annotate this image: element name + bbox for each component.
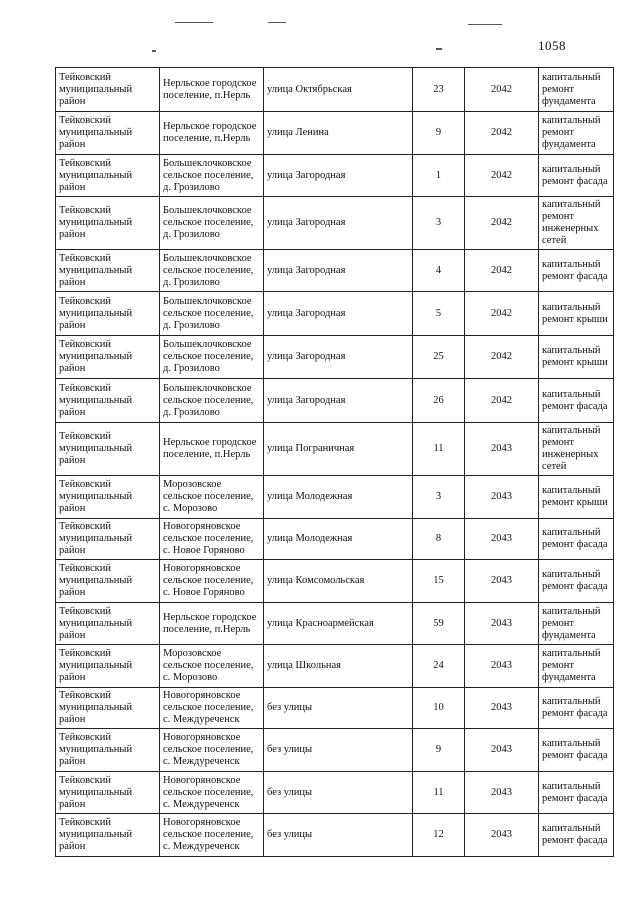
district-cell: Тейковский муниципальный район bbox=[56, 379, 160, 423]
table-row bbox=[56, 155, 614, 197]
year-cell: 2042 bbox=[465, 68, 539, 112]
settlement-cell: Морозовское сельское поселение, с. Морозово bbox=[160, 645, 264, 688]
work-type-cell: капитальный ремонт фасада bbox=[539, 688, 614, 729]
house-number-cell: 11 bbox=[413, 423, 465, 476]
district-cell: Тейковский муниципальный район bbox=[56, 772, 160, 814]
street-cell: без улицы bbox=[264, 688, 413, 729]
registry-body bbox=[56, 68, 614, 857]
table-row bbox=[56, 250, 614, 292]
table-row bbox=[56, 519, 614, 560]
year-cell: 2043 bbox=[465, 729, 539, 772]
street-cell: улица Октябрьская bbox=[264, 68, 413, 112]
house-number-cell: 15 bbox=[413, 560, 465, 603]
work-type-cell: капитальный ремонт фундамента bbox=[539, 645, 614, 688]
street-cell: улица Школьная bbox=[264, 645, 413, 688]
settlement-cell: Нерльское городское поселение, п.Нерль bbox=[160, 112, 264, 155]
table-row bbox=[56, 603, 614, 645]
table-row bbox=[56, 197, 614, 250]
settlement-cell: Морозовское сельское поселение, с. Морозово bbox=[160, 476, 264, 519]
house-number-cell: 4 bbox=[413, 250, 465, 292]
house-number-cell: 1 bbox=[413, 155, 465, 197]
work-type-cell: капитальный ремонт крыши bbox=[539, 292, 614, 336]
work-type-cell: капитальный ремонт фундамента bbox=[539, 603, 614, 645]
district-cell: Тейковский муниципальный район bbox=[56, 688, 160, 729]
settlement-cell: Нерльское городское поселение, п.Нерль bbox=[160, 68, 264, 112]
year-cell: 2042 bbox=[465, 155, 539, 197]
district-cell: Тейковский муниципальный район bbox=[56, 197, 160, 250]
district-cell: Тейковский муниципальный район bbox=[56, 112, 160, 155]
settlement-cell: Новогоряновское сельское поселение, с. Новое Горяново bbox=[160, 519, 264, 560]
year-cell: 2043 bbox=[465, 772, 539, 814]
settlement-cell: Нерльское городское поселение, п.Нерль bbox=[160, 603, 264, 645]
table-row bbox=[56, 645, 614, 688]
settlement-cell: Большеклочковское сельское поселение, д. Грозилово bbox=[160, 250, 264, 292]
scan-speck bbox=[175, 22, 213, 23]
street-cell: улица Красноармейская bbox=[264, 603, 413, 645]
table-row bbox=[56, 292, 614, 336]
district-cell: Тейковский муниципальный район bbox=[56, 603, 160, 645]
street-cell: улица Загородная bbox=[264, 250, 413, 292]
year-cell: 2043 bbox=[465, 423, 539, 476]
table-row bbox=[56, 772, 614, 814]
year-cell: 2043 bbox=[465, 476, 539, 519]
table-row bbox=[56, 423, 614, 476]
year-cell: 2042 bbox=[465, 112, 539, 155]
house-number-cell: 12 bbox=[413, 814, 465, 857]
year-cell: 2043 bbox=[465, 645, 539, 688]
house-number-cell: 25 bbox=[413, 336, 465, 379]
work-type-cell: капитальный ремонт фасада bbox=[539, 379, 614, 423]
table-row bbox=[56, 476, 614, 519]
page-number: 1058 bbox=[538, 38, 566, 53]
scan-speck bbox=[436, 48, 442, 50]
work-type-cell: капитальный ремонт крыши bbox=[539, 336, 614, 379]
street-cell: улица Молодежная bbox=[264, 519, 413, 560]
year-cell: 2043 bbox=[465, 519, 539, 560]
street-cell: улица Пограничная bbox=[264, 423, 413, 476]
district-cell: Тейковский муниципальный район bbox=[56, 645, 160, 688]
street-cell: без улицы bbox=[264, 729, 413, 772]
settlement-cell: Нерльское городское поселение, п.Нерль bbox=[160, 423, 264, 476]
street-cell: без улицы bbox=[264, 772, 413, 814]
house-number-cell: 9 bbox=[413, 729, 465, 772]
house-number-cell: 8 bbox=[413, 519, 465, 560]
street-cell: улица Молодежная bbox=[264, 476, 413, 519]
settlement-cell: Новогоряновское сельское поселение, с. Новое Горяново bbox=[160, 560, 264, 603]
house-number-cell: 3 bbox=[413, 197, 465, 250]
street-cell: улица Загородная bbox=[264, 155, 413, 197]
work-type-cell: капитальный ремонт фасада bbox=[539, 519, 614, 560]
house-number-cell: 3 bbox=[413, 476, 465, 519]
street-cell: улица Загородная bbox=[264, 292, 413, 336]
district-cell: Тейковский муниципальный район bbox=[56, 729, 160, 772]
house-number-cell: 26 bbox=[413, 379, 465, 423]
registry-table bbox=[55, 67, 614, 857]
work-type-cell: капитальный ремонт фундамента bbox=[539, 112, 614, 155]
year-cell: 2043 bbox=[465, 814, 539, 857]
table-row bbox=[56, 560, 614, 603]
year-cell: 2042 bbox=[465, 336, 539, 379]
scan-speck bbox=[152, 50, 156, 52]
house-number-cell: 23 bbox=[413, 68, 465, 112]
scan-speck bbox=[268, 22, 286, 23]
year-cell: 2043 bbox=[465, 560, 539, 603]
house-number-cell: 9 bbox=[413, 112, 465, 155]
settlement-cell: Большеклочковское сельское поселение, д. Грозилово bbox=[160, 379, 264, 423]
table-row bbox=[56, 379, 614, 423]
district-cell: Тейковский муниципальный район bbox=[56, 423, 160, 476]
table-row bbox=[56, 814, 614, 857]
work-type-cell: капитальный ремонт инженерных сетей bbox=[539, 197, 614, 250]
district-cell: Тейковский муниципальный район bbox=[56, 68, 160, 112]
year-cell: 2042 bbox=[465, 292, 539, 336]
work-type-cell: капитальный ремонт фундамента bbox=[539, 68, 614, 112]
work-type-cell: капитальный ремонт крыши bbox=[539, 476, 614, 519]
street-cell: улица Загородная bbox=[264, 336, 413, 379]
settlement-cell: Большеклочковское сельское поселение, д. Грозилово bbox=[160, 197, 264, 250]
street-cell: улица Ленина bbox=[264, 112, 413, 155]
district-cell: Тейковский муниципальный район bbox=[56, 560, 160, 603]
table-row bbox=[56, 688, 614, 729]
street-cell: улица Загородная bbox=[264, 379, 413, 423]
house-number-cell: 10 bbox=[413, 688, 465, 729]
district-cell: Тейковский муниципальный район bbox=[56, 519, 160, 560]
settlement-cell: Большеклочковское сельское поселение, д. Грозилово bbox=[160, 336, 264, 379]
work-type-cell: капитальный ремонт фасада bbox=[539, 814, 614, 857]
work-type-cell: капитальный ремонт фасада bbox=[539, 729, 614, 772]
year-cell: 2042 bbox=[465, 250, 539, 292]
district-cell: Тейковский муниципальный район bbox=[56, 476, 160, 519]
year-cell: 2043 bbox=[465, 603, 539, 645]
table-row bbox=[56, 336, 614, 379]
district-cell: Тейковский муниципальный район bbox=[56, 336, 160, 379]
year-cell: 2042 bbox=[465, 197, 539, 250]
street-cell: улица Загородная bbox=[264, 197, 413, 250]
year-cell: 2042 bbox=[465, 379, 539, 423]
settlement-cell: Новогоряновское сельское поселение, с. Междуреченск bbox=[160, 772, 264, 814]
house-number-cell: 5 bbox=[413, 292, 465, 336]
street-cell: без улицы bbox=[264, 814, 413, 857]
house-number-cell: 11 bbox=[413, 772, 465, 814]
work-type-cell: капитальный ремонт фасада bbox=[539, 772, 614, 814]
table-row bbox=[56, 68, 614, 112]
settlement-cell: Новогоряновское сельское поселение, с. Междуреченск bbox=[160, 729, 264, 772]
settlement-cell: Новогоряновское сельское поселение, с. Междуреченск bbox=[160, 688, 264, 729]
district-cell: Тейковский муниципальный район bbox=[56, 292, 160, 336]
house-number-cell: 59 bbox=[413, 603, 465, 645]
table-row bbox=[56, 729, 614, 772]
settlement-cell: Большеклочковское сельское поселение, д. Грозилово bbox=[160, 292, 264, 336]
work-type-cell: капитальный ремонт инженерных сетей bbox=[539, 423, 614, 476]
house-number-cell: 24 bbox=[413, 645, 465, 688]
work-type-cell: капитальный ремонт фасада bbox=[539, 250, 614, 292]
work-type-cell: капитальный ремонт фасада bbox=[539, 155, 614, 197]
street-cell: улица Комсомольская bbox=[264, 560, 413, 603]
table-row bbox=[56, 112, 614, 155]
work-type-cell: капитальный ремонт фасада bbox=[539, 560, 614, 603]
settlement-cell: Новогоряновское сельское поселение, с. Междуреченск bbox=[160, 814, 264, 857]
district-cell: Тейковский муниципальный район bbox=[56, 250, 160, 292]
year-cell: 2043 bbox=[465, 688, 539, 729]
scan-speck bbox=[468, 24, 502, 25]
district-cell: Тейковский муниципальный район bbox=[56, 155, 160, 197]
district-cell: Тейковский муниципальный район bbox=[56, 814, 160, 857]
settlement-cell: Большеклочковское сельское поселение, д. Грозилово bbox=[160, 155, 264, 197]
